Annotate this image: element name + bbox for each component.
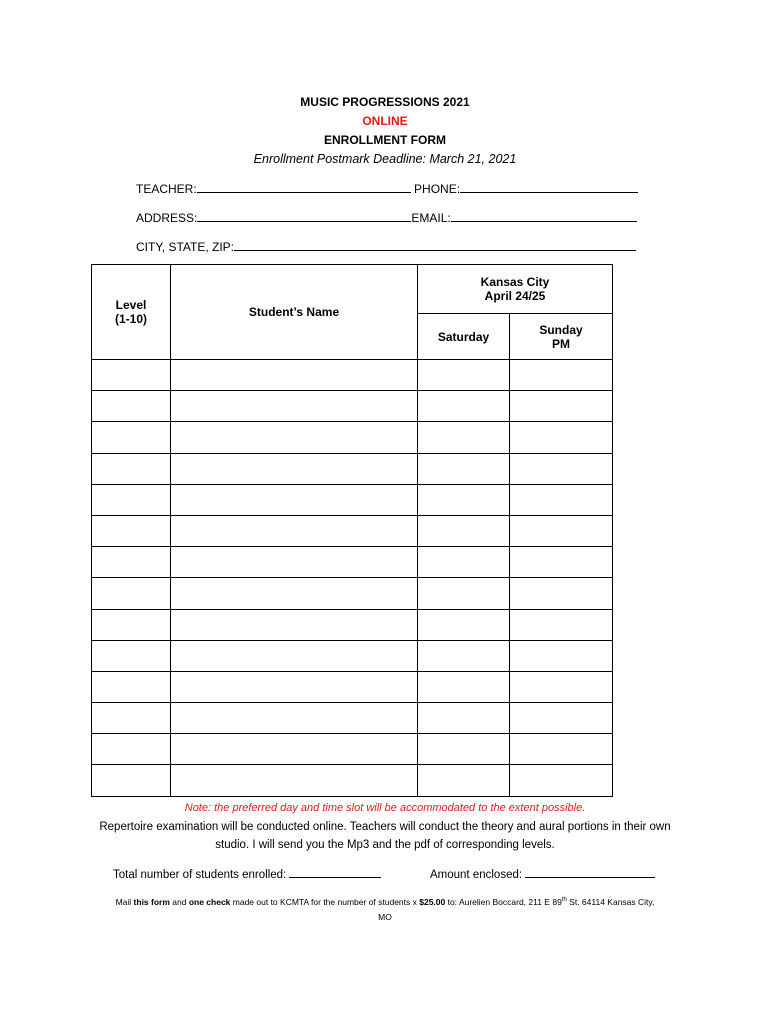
mailing-instructions [85, 893, 685, 925]
address-label: ADDRESS: [136, 211, 198, 225]
teacher-field[interactable] [197, 180, 411, 193]
total-students-field[interactable] [289, 865, 381, 878]
level-cell[interactable] [92, 391, 171, 422]
student-name-cell[interactable] [171, 391, 418, 422]
sunday-cell[interactable] [510, 453, 613, 484]
saturday-cell[interactable] [418, 484, 510, 515]
address-field[interactable] [197, 209, 411, 222]
sunday-cell[interactable] [510, 484, 613, 515]
student-name-cell[interactable] [171, 484, 418, 515]
table-row [92, 609, 613, 640]
sunday-cell[interactable] [510, 640, 613, 671]
level-cell[interactable] [92, 578, 171, 609]
saturday-cell[interactable] [418, 453, 510, 484]
mail-text: Mail [115, 896, 134, 907]
mail-text: to: Aurelien Boccard, 211 E 89 [445, 896, 562, 907]
sunday-cell[interactable] [510, 547, 613, 578]
saturday-cell[interactable] [418, 422, 510, 453]
level-cell[interactable] [92, 547, 171, 578]
table-row [92, 765, 613, 796]
student-name-cell[interactable] [171, 765, 418, 796]
level-header-line2: (1-10) [114, 312, 147, 326]
teacher-label: TEACHER: [136, 182, 197, 196]
preference-note: Note: the preferred day and time slot will be accommodated to the extent possible. [184, 802, 586, 814]
teacher-row [136, 180, 638, 196]
table-row [92, 734, 613, 765]
saturday-cell[interactable] [418, 391, 510, 422]
saturday-cell[interactable] [418, 734, 510, 765]
level-cell[interactable] [92, 609, 171, 640]
sunday-cell[interactable] [510, 360, 613, 391]
address-row [136, 209, 637, 225]
sunday-header [510, 314, 613, 360]
student-name-cell[interactable] [171, 609, 418, 640]
level-header-line1: Level [115, 298, 147, 312]
location-header [418, 265, 613, 314]
repertoire-line2: studio. I will send you the Mp3 and the pdf of corresponding levels. [215, 839, 555, 851]
table-row [92, 547, 613, 578]
student-name-cell[interactable] [171, 640, 418, 671]
student-name-cell[interactable] [171, 671, 418, 702]
amount-row [430, 865, 655, 881]
total-students-row [113, 865, 381, 881]
mail-text: St. 64114 Kansas City, [566, 896, 655, 907]
student-name-cell[interactable] [171, 515, 418, 546]
saturday-cell[interactable] [418, 703, 510, 734]
level-cell[interactable] [92, 640, 171, 671]
level-cell[interactable] [92, 360, 171, 391]
form-name: ENROLLMENT FORM [324, 133, 446, 147]
mailing-line2: MO [378, 911, 392, 922]
mail-text: made out to KCMTA for the number of students x [230, 896, 420, 907]
phone-label: PHONE: [414, 182, 461, 196]
email-label: EMAIL: [411, 211, 451, 225]
saturday-cell[interactable] [418, 515, 510, 546]
level-cell[interactable] [92, 484, 171, 515]
table-row [92, 703, 613, 734]
enrollment-table [91, 264, 613, 797]
sunday-cell[interactable] [510, 703, 613, 734]
amount-field[interactable] [525, 865, 655, 878]
city-row [136, 238, 636, 254]
table-row [92, 422, 613, 453]
mail-superscript: th [561, 897, 567, 903]
saturday-cell[interactable] [418, 671, 510, 702]
city-label: CITY, STATE, ZIP: [136, 240, 235, 254]
saturday-cell[interactable] [418, 578, 510, 609]
sunday-cell[interactable] [510, 391, 613, 422]
table-row [92, 391, 613, 422]
sunday-cell[interactable] [510, 671, 613, 702]
level-header [92, 265, 171, 360]
mail-text: and [169, 896, 189, 907]
form-header [0, 93, 770, 169]
table-row [92, 578, 613, 609]
table-row [92, 484, 613, 515]
location-dates: April 24/25 [484, 289, 546, 303]
sunday-cell[interactable] [510, 422, 613, 453]
saturday-header: Saturday [418, 314, 510, 360]
sunday-cell[interactable] [510, 734, 613, 765]
deadline-text: Enrollment Postmark Deadline: March 21, 2021 [253, 152, 517, 166]
student-name-cell[interactable] [171, 547, 418, 578]
level-cell[interactable] [92, 765, 171, 796]
sunday-cell[interactable] [510, 578, 613, 609]
online-label: ONLINE [362, 114, 408, 128]
repertoire-line1: Repertoire examination will be conducted online. Teachers will conduct the theory and aural portions in their own [99, 821, 671, 833]
level-cell[interactable] [92, 703, 171, 734]
total-students-label: Total number of students enrolled: [113, 869, 287, 881]
sunday-cell[interactable] [510, 515, 613, 546]
table-row [92, 671, 613, 702]
sunday-line1: Sunday [539, 322, 583, 337]
level-cell[interactable] [92, 734, 171, 765]
phone-field[interactable] [460, 180, 638, 193]
student-name-cell[interactable] [171, 422, 418, 453]
student-name-cell[interactable] [171, 578, 418, 609]
level-cell[interactable] [92, 453, 171, 484]
city-field[interactable] [234, 238, 636, 251]
student-name-header: Student’s Name [171, 265, 418, 360]
table-row [92, 640, 613, 671]
table-row [92, 515, 613, 546]
level-cell[interactable] [92, 515, 171, 546]
form-title: MUSIC PROGRESSIONS 2021 [300, 95, 470, 109]
mail-bold-fee: $25.00 [419, 896, 446, 907]
sunday-line2: PM [552, 336, 570, 351]
saturday-cell[interactable] [418, 360, 510, 391]
mailing-line1 [85, 893, 685, 910]
level-cell[interactable] [92, 422, 171, 453]
location-city: Kansas City [480, 275, 550, 289]
saturday-cell[interactable] [418, 640, 510, 671]
student-name-cell[interactable] [171, 360, 418, 391]
level-cell[interactable] [92, 671, 171, 702]
student-name-cell[interactable] [171, 703, 418, 734]
amount-label: Amount enclosed: [430, 869, 523, 881]
sunday-cell[interactable] [510, 765, 613, 796]
student-name-cell[interactable] [171, 734, 418, 765]
mail-bold-check: one check [188, 896, 231, 907]
repertoire-info [80, 818, 690, 854]
email-field[interactable] [451, 209, 637, 222]
mail-bold-form: this form [133, 896, 170, 907]
saturday-cell[interactable] [418, 547, 510, 578]
table-row [92, 360, 613, 391]
student-name-cell[interactable] [171, 453, 418, 484]
sunday-cell[interactable] [510, 609, 613, 640]
saturday-cell[interactable] [418, 765, 510, 796]
saturday-cell[interactable] [418, 609, 510, 640]
table-row [92, 453, 613, 484]
